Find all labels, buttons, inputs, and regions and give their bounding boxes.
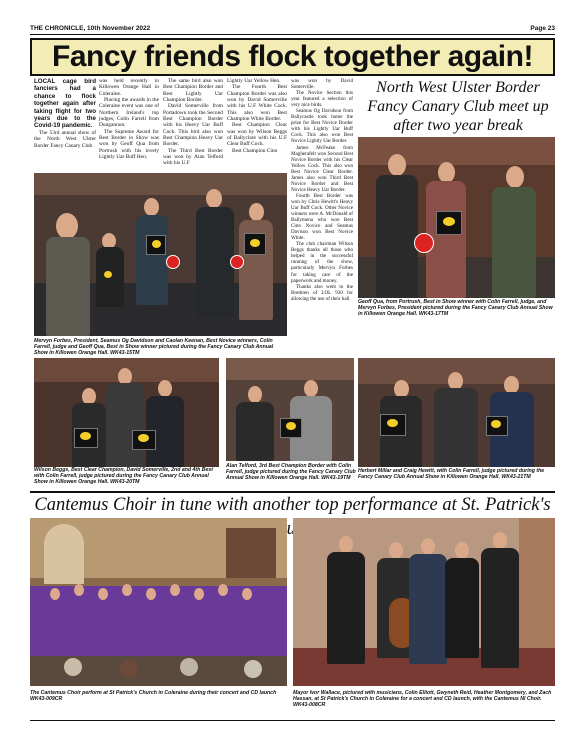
headline: Fancy friends flock together again! [52,40,533,73]
choir-headline: Cantemus Choir in tune with another top performance at St. Patrick's [34,495,551,515]
caption-best-novice: Mervyn Forbes, President, Seamus Og Davidson and Caolan Keenan, Best Novice winners, Colin Farrell, judge and Geoff Qua, Best in Show winner pictured during the Fancy Canary Club Annual Show in Killowen Orange Hall. WK43-15TM [34,338,274,357]
article-paragraph: James McFeake from Magherafelt won Second Best Novice Border with his Clear Yellow Cock. This also won Best Novice Clear Border. James also won Third Best Novice Border and Best Novice Heavy Uar Border. [291,144,353,193]
masthead [30,22,555,34]
photo-herbert-millar [358,358,555,467]
page-number: Page 23 [530,25,555,32]
article-paragraph: Placing the awards in the Coleraine event was one of Northern Ireland's top judges, Colin Farrell from Dungannon. [99,97,159,129]
photo-choir-performance [30,518,287,686]
article-paragraph: Fourth Best Border was won by Chris Hewitt's Heavy Uar Buff Cock. Other Novice winners were A. McDonald of Ballymena who won Best Cinn Novice and Seamus Davison won Best Novice White. [291,192,353,242]
article-paragraph: The same bird also won Best Champion Border and Best Lightly Uar Champion Border. [163,78,223,104]
caption-third-best-champion: Alan Telford, 3rd Best Champion Border with Colin Farrell, judge pictured during the Fancy Canary Club Annual Show in Killowen Orange Hall. WK43-19TM [226,463,356,482]
article-column-2 [99,78,159,160]
paper-name: THE CHRONICLE, 10th November 2022 [30,25,151,32]
article-paragraph: Thanks also went to the Brethren of LOL 930 for allowing the use of their hall. [291,283,353,302]
photo-best-in-show [358,137,555,298]
article-column-1 [34,78,96,149]
article-paragraph: was held recently in Killowen Orange Hall in Coleraine. [99,78,159,97]
photo-best-clear-champion [34,358,219,467]
caption-best-clear-champion: Wilson Beggs, Best Clear Champion, David Somerville, 2nd and 4th Best with Colin Farrell, judge pictured during the Fancy Canary Club Annual Show in Killowen Orange Hall. WK43-20TM [34,467,213,486]
article-paragraph: Best Champion Clear was won by Wilson Beggs of Ballyclare with his U.F Clear Buff Cock. [227,122,287,148]
caption-best-in-show: Geoff Qua, from Portrush, Best in Show winner with Colin Farrell, judge, and Mervyn Forbes, President pictured during the Fancy Canary Club Annual Show in Killowen Orange Hall. WK43-17TM [358,299,553,318]
page-bottom-rule [30,720,555,721]
article-paragraph: David Somerville from Portadown took the Second Best Champion Border with his Heavy Uar Buff Cock. This bird also won Best Champion Heavy Uar Border. [163,103,223,148]
choir-section-header [30,491,555,515]
photo-mayor-musicians [293,518,555,686]
article-paragraph: The Novice Section this year featured a selection of very nice birds. [291,90,353,109]
article-paragraph: Seamus Og Davidson from Ballycastle took home the prize for Best Novice Border with his Lightly Uar Buff Cock. This also won Best Novice Lightly Uar Border. [291,108,353,145]
article-column-3 [163,78,223,167]
headline-banner [30,38,555,76]
article-paragraph: was won by David Somerville. [291,78,353,91]
article-paragraph: Lightly Uar Yellow Hen. [227,78,281,84]
caption-mayor-musicians: Mayor Ivor Wallace, pictured with musicians, Colin Elliott, Gwyneth Reid, Heather Montgomery, and Zach Hassan, at St Patrick's Church in Coleraine for a concert and CD launch, with the Cantemus NI Choir. WK43-008CR [293,690,552,709]
article-lead: LOCAL cage bird fanciers had a chance to flock together again after taking flight for two years due to the Covid-19 pandemic. [34,78,96,130]
article-paragraph: The Supreme Award for Best Border in Show was won by Geoff Qua from Portrush with his lovely Lightly Uar Buff Hen. [99,128,159,161]
article-paragraph: The Third Best Border was won by Alan Telford with his U.F [163,147,223,167]
article-column-5 [291,78,353,302]
article-paragraph: The club chairman Wilson Beggs thanks all those who helped in the successful running of the show, particularly Mervyn Forbes for taking care of the paperwork and money. [291,241,353,284]
article-paragraph: The Fourth Best Champion Border was also won by David Somerville with his U.F White Cock. This also won Best Champion White Border. [227,84,287,123]
photo-best-novice-winners [34,173,287,336]
subheadline: North West Ulster Border Fancy Canary Club meet up after two year break [367,79,549,134]
caption-herbert-millar: Herbert Millar and Craig Hewitt, with Colin Farrell, judge pictured during the Fancy Canary Club Annual Show in Killowen Orange Hall. WK43-21TM [358,468,545,481]
article-paragraph: The 53rd annual show of the North West Ulster Border Fancy Canary Club [34,129,96,149]
masthead-rule [30,34,555,35]
photo-third-best-champion [226,358,354,461]
article-paragraph: Best Champion Cinn [232,147,278,154]
article-column-4 [227,78,287,154]
caption-choir-performance: The Cantemus Choir perform at St Patrick's Church in Coleraine during their concert and CD launch WK43-009CR [30,690,277,703]
